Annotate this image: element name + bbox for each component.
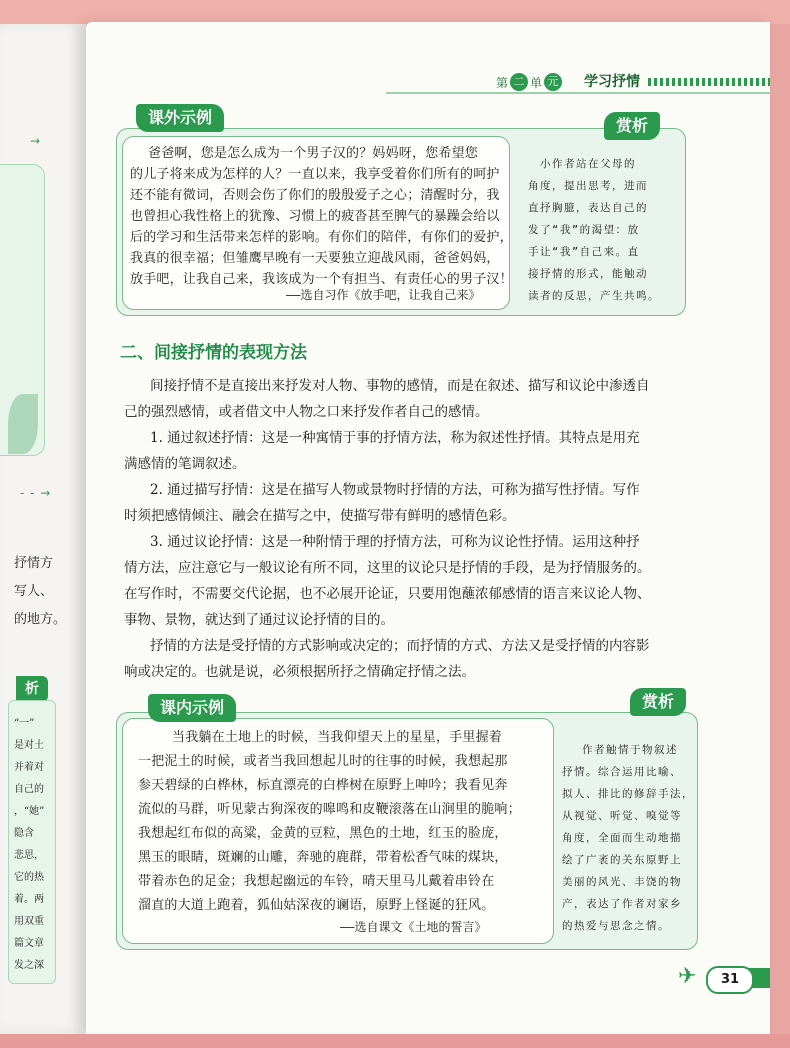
intra-analysis-line: 的热爱与思念之情。: [562, 920, 670, 932]
body-line: 情方法，应注意它与一般议论有所不同，这里的议论只是抒情的手段，是为抒情服务的。: [124, 560, 651, 576]
body-line: 满感情的笔调叙述。: [124, 456, 246, 472]
intra-example-line: 一把泥土的时候，或者当我回想起儿时的往事的时候，我想起那: [138, 754, 508, 769]
extra-example-line: 的儿子将来成为怎样的人？一直以来，我享受着你们所有的呵护: [130, 167, 500, 182]
left-page-badge: 析: [16, 676, 48, 702]
header-stripe: [648, 78, 770, 86]
left-box-line: 隐含: [14, 828, 34, 839]
extra-analysis-line: 读者的反思，产生共鸣。: [528, 290, 660, 302]
left-page-line: 的地方。: [14, 612, 67, 627]
header-divider: [386, 92, 770, 94]
extra-analysis-line: 小作者站在父母的: [540, 158, 636, 170]
extra-example-line: 还不能有微词，否则会伤了你们的殷殷爱子之心；清醒时分，我: [130, 188, 500, 203]
intra-analysis-line: 角度，全面而生动地描: [562, 832, 682, 844]
extra-example-source: ——选自习作《放手吧，让我自己来》: [286, 288, 481, 302]
intra-example-source: ——选自课文《土地的誓言》: [340, 920, 487, 934]
intra-analysis-line: 美丽的风光、丰饶的物: [562, 876, 682, 888]
body-line: 3. 通过议论抒情：这是一种附情于理的抒情方法，可称为议论性抒情。运用这种抒: [150, 534, 640, 550]
intra-example-line: 参天碧绿的白桦林，标直漂亮的白桦树在原野上呻吟；我看见奔: [138, 778, 508, 793]
left-box-line: ，“她”: [14, 806, 45, 817]
intra-analysis-line: 抒情。综合运用比喻、: [562, 766, 682, 778]
background-bottom: [0, 1034, 790, 1048]
body-line: 时须把感情倾注、融会在描写之中，使描写带有鲜明的感情色彩。: [124, 508, 516, 524]
page-number: 31: [706, 966, 754, 994]
background-top: [0, 0, 790, 24]
body-line: 1. 通过叙述抒情：这是一种寓情于事的抒情方法，称为叙述性抒情。其特点是用充: [150, 430, 640, 446]
left-box-line: 篇文章: [14, 938, 44, 949]
extra-example-line: 放手吧，让我自己来，我该成为一个有担当、有责任心的男子汉！: [130, 272, 513, 287]
arrow-icon: →: [30, 134, 41, 148]
section-title: 二、间接抒情的表现方法: [120, 343, 307, 363]
leaf-icon: [8, 394, 38, 454]
extra-example-tag: 课外示例: [136, 104, 224, 132]
extra-analysis-line: 接抒情的形式，能触动: [528, 268, 648, 280]
intra-analysis-line: 作者触情于物叙述: [582, 744, 678, 756]
unit-prefix: 第: [496, 75, 509, 90]
left-box-line: 用双重: [14, 916, 44, 927]
extra-example-line: 爸爸啊，您是怎么成为一个男子汉的？妈妈呀，您希望您: [148, 146, 479, 161]
extra-example-line: 也曾担心我性格上的犹豫、习惯上的疲沓甚至脾气的暴躁会给以: [130, 209, 500, 224]
unit-mid: 单: [530, 75, 543, 90]
intra-example-line: 带着赤色的足金；我想起幽远的车铃，晴天里马儿戴着串铃在: [138, 874, 495, 889]
extra-analysis-tag: 赏析: [604, 112, 660, 140]
intra-example-line: 黑玉的眼睛，斑斓的山雕，奔驰的鹿群，带着松香气味的煤块，: [138, 850, 508, 865]
left-box-line: 着。两: [14, 894, 44, 905]
unit-number: 二: [510, 73, 528, 91]
unit-suffix: 元: [544, 73, 562, 91]
body-line: 在写作时，不需要交代论据，也不必展开论证，只要用饱蘸浓郁感情的语言来议论人物、: [124, 586, 651, 602]
left-box-line: “一”: [14, 718, 35, 729]
left-page: [0, 24, 87, 1034]
intra-analysis-line: 从视觉、听觉、嗅觉等: [562, 810, 682, 822]
intra-analysis-line: 产，表达了作者对家乡: [562, 898, 682, 910]
body-line: 间接抒情不是直接出来抒发对人物、事物的感情，而是在叙述、描写和议论中渗透自: [150, 378, 650, 394]
left-page-line: 写人、: [14, 584, 54, 599]
paper-plane-icon: ✈: [678, 964, 697, 989]
dashed-arrow-icon: - - →: [20, 486, 52, 500]
left-box-line: 发之深: [14, 960, 44, 971]
body-line: 2. 通过描写抒情：这是在描写人物或景物时抒情的方法，可称为描写性抒情。写作: [150, 482, 640, 498]
intra-example-line: 我想起红布似的高粱，金黄的豆粒，黑色的土地，红玉的脸庞，: [138, 826, 508, 841]
left-page-line: 抒情方: [14, 556, 54, 571]
intra-analysis-line: 绘了广袤的关东原野上: [562, 854, 682, 866]
extra-example-line: 我真的很幸福；但雏鹰早晚有一天要独立迎战风雨，爸爸妈妈，: [130, 251, 500, 266]
left-box-line: 是对土: [14, 740, 44, 751]
intra-example-line: 当我躺在土地上的时候，当我仰望天上的星星，手里握着: [172, 730, 503, 745]
left-box-line: 并着对: [14, 762, 44, 773]
body-line: 抒情的方法是受抒情的方式影响或决定的；而抒情的方式、方法又是受抒情的内容影: [150, 638, 650, 654]
extra-analysis-line: 手让“我”自己来。直: [528, 246, 640, 258]
left-box-line: 它的热: [14, 872, 44, 883]
body-line: 己的强烈感情，或者借文中人物之口来抒发作者自己的感情。: [124, 404, 489, 420]
body-line: 事物、景物，就达到了通过议论抒情的目的。: [124, 612, 394, 628]
intra-example-line: 溜直的大道上跑着，狐仙姑深夜的谰语，原野上怪诞的狂风。: [138, 898, 495, 913]
intra-analysis-tag: 赏析: [630, 688, 686, 716]
extra-analysis-line: 角度，提出思考，进而: [528, 180, 648, 192]
intra-example-tag: 课内示例: [148, 694, 236, 722]
left-box-line: 自己的: [14, 784, 44, 795]
header-title: 学习抒情: [584, 74, 640, 90]
left-box-line: 悲思，: [14, 850, 44, 861]
unit-label: [496, 72, 562, 92]
book-page: [86, 22, 770, 1034]
extra-example-line: 后的学习和生活带来怎样的影响。有你们的陪伴，有你们的爱护，: [130, 230, 513, 245]
body-line: 响或决定的。也就是说，必须根据所抒之情确定抒情之法。: [124, 664, 475, 680]
page-header: [386, 70, 770, 96]
extra-analysis-line: 直抒胸臆，表达自己的: [528, 202, 648, 214]
intra-analysis-line: 拟人、排比的修辞手法，: [562, 788, 694, 800]
intra-example-line: 流似的马群，听见蒙古狗深夜的嗥鸣和皮鞭滚落在山涧里的脆响；: [138, 802, 521, 817]
extra-analysis-line: 发了“我”的渴望：放: [528, 224, 640, 236]
